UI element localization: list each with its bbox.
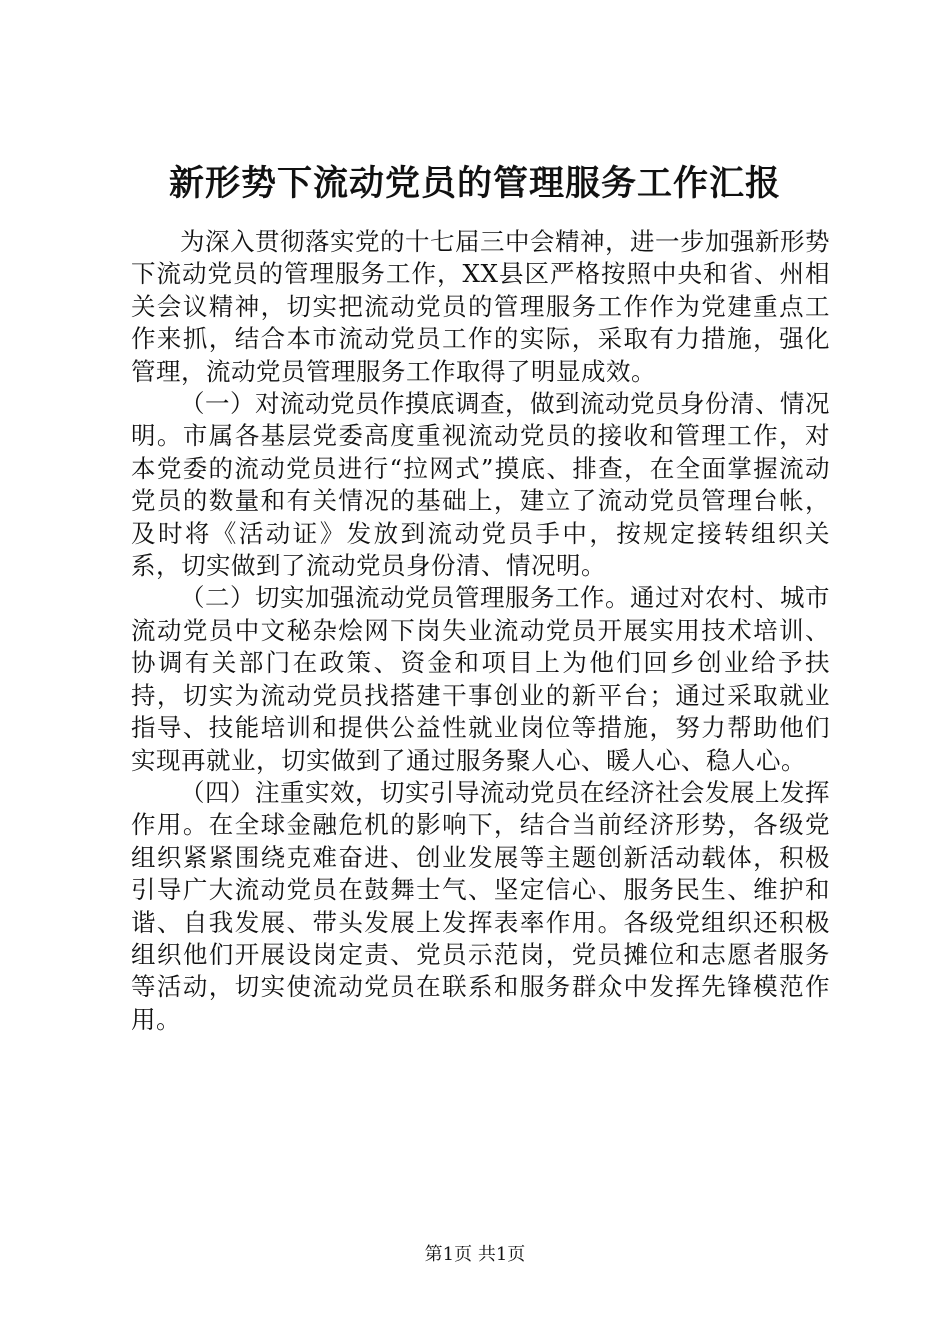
paragraph-section-4: （四）注重实效，切实引导流动党员在经济社会发展上发挥作用。在全球金融危机的影响下，结合当前经济形势，各级党组织紧紧围绕克难奋进、创业发展等主题创新活动载体，积极引导广大流动党员在鼓舞士气、坚定信心、服务民生、维护和谐、自我发展、带头发展上发挥表率作用。各级党组织还积极组织他们开展设岗定责、党员示范岗，党员摊位和志愿者服务等活动，切实使流动党员在联系和服务群众中发挥先锋模范作用。: [131, 777, 830, 1034]
paragraph-intro: 为深入贯彻落实党的十七届三中会精神，进一步加强新形势下流动党员的管理服务工作，XX县区严格按照中央和省、州相关会议精神，切实把流动党员的管理服务工作作为党建重点工作来抓，结合本市流动党员工作的实际，采取有力措施，强化管理，流动党员管理服务工作取得了明显成效。: [131, 227, 830, 386]
document-body: [131, 226, 830, 1036]
paragraph-section-2: （二）切实加强流动党员管理服务工作。通过对农村、城市流动党员中文秘杂烩网下岗失业流动党员开展实用技术培训、协调有关部门在政策、资金和项目上为他们回乡创业给予扶持，切实为流动党员找搭建干事创业的新平台；通过采取就业指导、技能培训和提供公益性就业岗位等措施，努力帮助他们实现再就业，切实做到了通过服务聚人心、暖人心、稳人心。: [131, 583, 830, 775]
page-footer: 第1页 共1页: [424, 1244, 526, 1265]
document-title: 新形势下流动党员的管理服务工作汇报: [168, 163, 781, 204]
paragraph-section-1: （一）对流动党员作摸底调查，做到流动党员身份清、情况明。市属各基层党委高度重视流动党员的接收和管理工作，对本党委的流动党员进行“拉网式”摸底、排查，在全面掌握流动党员的数量和有关情况的基础上，建立了流动党员管理台帐，及时将《活动证》发放到流动党员手中，按规定接转组织关系，切实做到了流动党员身份清、情况明。: [131, 389, 830, 581]
